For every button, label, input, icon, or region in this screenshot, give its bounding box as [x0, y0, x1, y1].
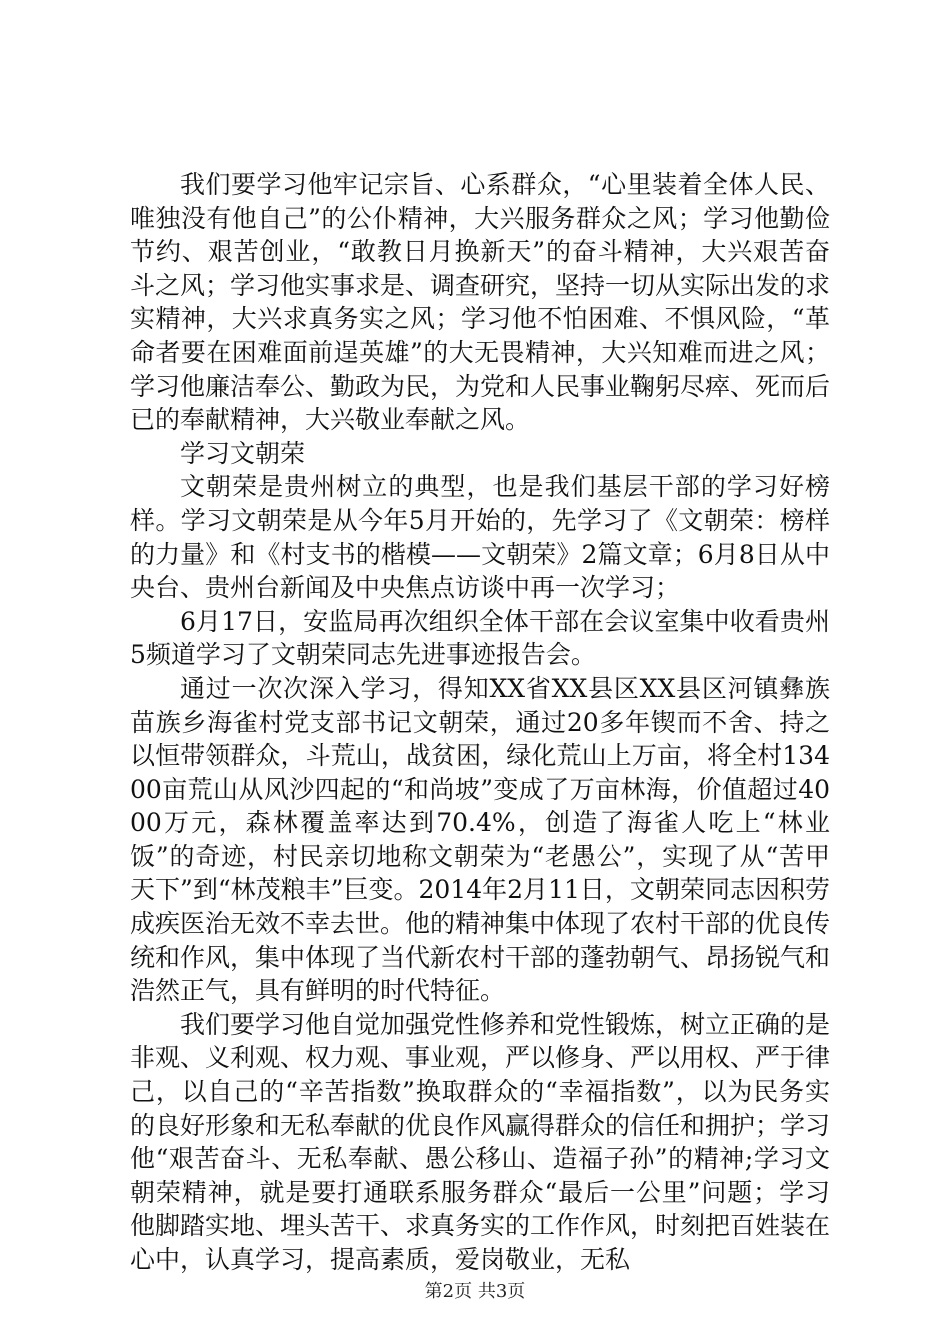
- paragraph-role-model: 文朝荣是贵州树立的典型，也是我们基层干部的学习好榜样。学习文朝荣是从今年5月开始的，先学习了《文朝荣：榜样的力量》和《村支书的楷模——文朝荣》2篇文章；6月8日从中央台、贵州台新闻及中央焦点访谈中再一次学习；: [130, 472, 830, 603]
- page-number-footer: 第2页 共3页: [424, 1281, 526, 1302]
- paragraph-report-meeting: 6月17日，安监局再次组织全体干部在会议室集中收看贵州5频道学习了文朝荣同志先进事迹报告会。: [130, 606, 830, 670]
- paragraph-learning-goals: 我们要学习他自觉加强党性修养和党性锻炼，树立正确的是非观、义利观、权力观、事业观，严以修身、严以用权、严于律己，以自己的“辛苦指数”换取群众的“幸福指数”，以为民务实的良好形象和无私奉献的优良作风赢得群众的信任和拥护；学习他“艰苦奋斗、无私奉献、愚公移山、造福子孙”的精神;学习文朝荣精神，就是要打通联系服务群众“最后一公里”问题；学习他脚踏实地、埋头苦干、求真务实的工作作风，时刻把百姓装在心中，认真学习，提高素质，爱岗敬业，无私: [130, 1009, 831, 1274]
- paragraph-spirit-learning: 我们要学习他牢记宗旨、心系群众，“心里装着全体人民、唯独没有他自己”的公仆精神，大兴服务群众之风；学习他勤俭节约、艰苦创业，“敢教日月换新天”的奋斗精神，大兴艰苦奋斗之风；学习他实事求是、调查研究，坚持一切从实际出发的求实精神，大兴求真务实之风；学习他不怕困难、不惧风险，“革命者要在困难面前逞英雄”的大无畏精神，大兴知难而进之风；学习他廉洁奉公、勤政为民，为党和人民事业鞠躬尽瘁、死而后已的奉献精神，大兴敬业奉献之风。: [130, 170, 831, 435]
- document-body: [130, 168, 830, 1277]
- section-heading: 学习文朝荣: [180, 438, 306, 468]
- paragraph-deeds: 通过一次次深入学习，得知XX省XX县区XX县区河镇彝族苗族乡海雀村党支部书记文朝荣，通过20多年锲而不舍、持之以恒带领群众，斗荒山，战贫困，绿化荒山上万亩，将全村13400亩荒山从风沙四起的“和尚坡”变成了万亩林海，价值超过4000万元，森林覆盖率达到70.4%，创造了海雀人吃上“林业饭”的奇迹，村民亲切地称文朝荣为“老愚公”，实现了从“苦甲天下”到“林茂粮丰”巨变。2014年2月11日，文朝荣同志因积劳成疾医治无效不幸去世。他的精神集中体现了农村干部的优良传统和作风，集中体现了当代新农村干部的蓬勃朝气、昂扬锐气和浩然正气，具有鲜明的时代特征。: [130, 673, 831, 1006]
